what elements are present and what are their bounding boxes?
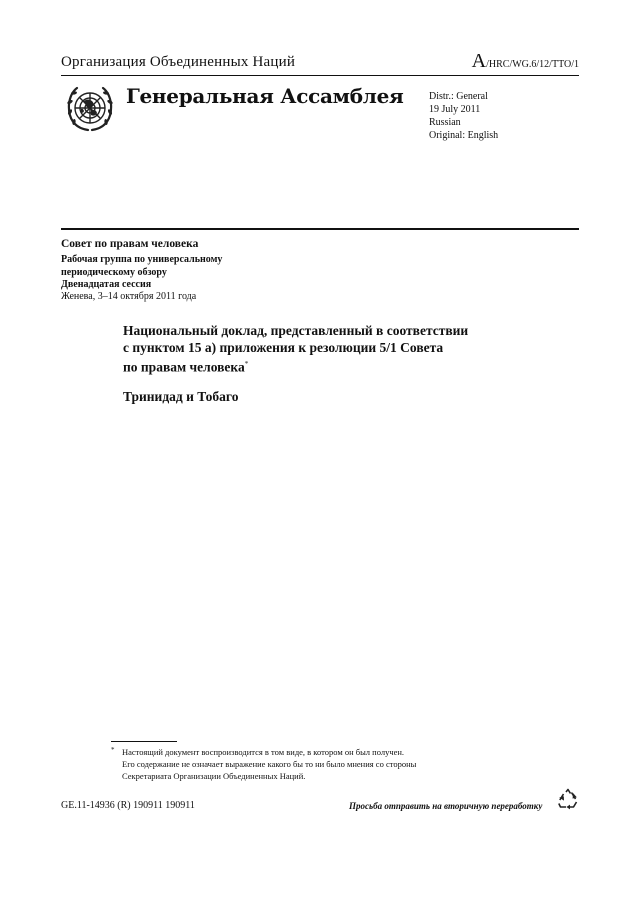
footnote-reference: *	[244, 360, 249, 368]
un-emblem-icon	[64, 82, 116, 134]
council-name: Совет по правам человека	[61, 238, 199, 250]
document-date: 19 July 2011	[429, 104, 481, 115]
footnote-line-1: Настоящий документ воспроизводится в том виде, в котором он был получен.	[122, 747, 405, 757]
footnote-rule	[111, 741, 177, 742]
distribution-block	[429, 90, 498, 142]
organization-name: Организация Объединенных Наций	[61, 54, 296, 70]
original-language: Original: English	[429, 130, 499, 141]
session-name: Двенадцатая сессия	[61, 279, 152, 290]
country-name: Тринидад и Тобаго	[123, 389, 239, 404]
report-title-line-1: Национальный доклад, представленный в соответствии	[123, 323, 469, 338]
document-symbol-rest: /HRC/WG.6/12/TTO/1	[486, 59, 579, 70]
working-group-line-2: периодическому обзору	[61, 266, 167, 278]
document-language: Russian	[429, 117, 461, 128]
header-rule	[61, 75, 579, 76]
recycle-icon	[557, 788, 579, 810]
report-title	[123, 322, 543, 376]
footnote-line-2: Его содержание не означает выражение какого бы то ни было мнения со стороны	[122, 759, 417, 769]
recycle-text: Просьба отправить на вторичную переработку	[349, 801, 543, 811]
distribution-status: Distr.: General	[429, 91, 488, 102]
job-number: GE.11-14936 (R) 190911 190911	[61, 800, 195, 811]
report-title-line-3: по правам человека	[123, 359, 245, 375]
masthead-rule	[61, 228, 579, 230]
document-symbol	[471, 50, 579, 72]
working-group-line-1: Рабочая группа по универсальному	[61, 254, 223, 265]
footnote-line-3: Секретариата Организации Объединенных Наций.	[122, 771, 306, 781]
venue-dates: Женева, 3–14 октября 2011 года	[61, 291, 197, 302]
report-title-line-2: с пунктом 15 а) приложения к резолюции 5/1 Совета	[123, 340, 444, 355]
working-group	[61, 254, 222, 292]
footnote	[111, 746, 541, 782]
footnote-mark: *	[111, 746, 115, 754]
document-symbol-prefix: A	[471, 50, 487, 72]
assembly-name: Генеральная Ассамблея	[126, 84, 404, 108]
